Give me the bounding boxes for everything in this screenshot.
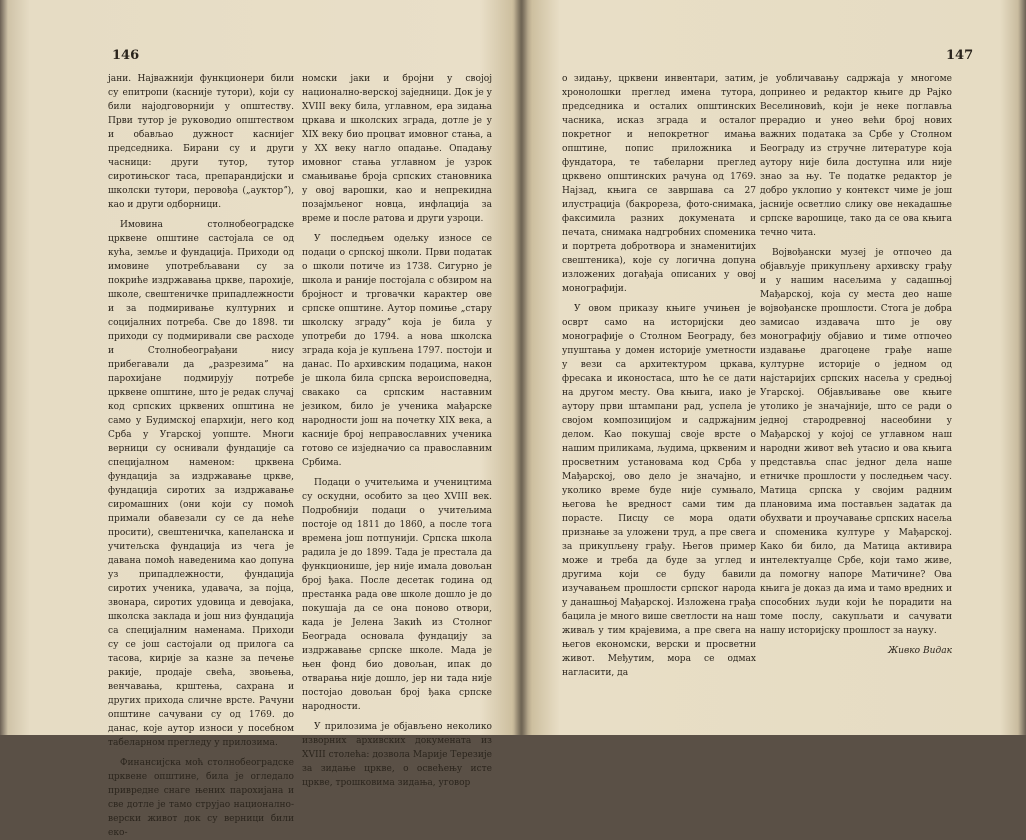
paragraph: Подаци о учитељима и учеництима су оскудни, особито за цео XVIII век. Подробнији подаци о учитељима постоје од 1811 до 1860, а после тога времена још потпунији. Српска школа радила је до 1899. Тада је престала да функционише, јер није имала довољан број ђака. После десетак година од престанка рада ове школе дошло је до покушаја да се она поново отвори, када је Јелена Закић из Столног Београда основала фундацију за издржавање српске школе. Мада је њен фонд био довољан, ипак до отварања није дошло, јер ни тада није постојао довољан број ђака српске народности.	[302, 478, 492, 712]
paragraph: Војвођански музеј је отпочео да објављује прикупљену архивску грађу и у нашим насељима у садашњој Мађарској, која су места део наше војвођанске прошлости. Стога је добра замисао издавача што је ову монографију објавио и тиме отпочео издавање драгоцене грађе наше културне историје о једном од најстаријих српских насеља у средњој Угарској. Објављивање ове књиге утолико је значајније, што се ради о једној стародревној насеобини у Мађарској у којој се углавном наш народни живот већ утасио и ова књига представља спас једног дела наше етничке прошлости у последњем часу. Матица српска у својим радним плановима има постављен задатак да обухвати и проучавање српских насеља и споменика културе у Мађарској. Како би било, да Матица активира интелектуалце Србе, који тамо живе, да помогну напоре Матичине? Ова књига је доказ да има и тамо вредних и способних људи који ће порадити на томе послу, сакупљати и сачувати нашу историјску прошлост за науку.	[760, 248, 952, 636]
paragraph: о зидању, црквени инвентари, затим, хронолошки преглед имена тутора, председника и осталих општинских часника, исказ зграда и осталог покретног и непокретног имања општине, попис приложника и фундатора, те табеларни преглед црквено општинских рачуна од 1769. Најзад, књига се завршава са 27 илустрација (бакрореза, фото-снимака, факсимила разних докумената и печата, снимака надгробних споменика и портрета добротвора и знаменитијих свештеника), које су логична допуна изложених догађаја описаних у овој монографији.	[562, 74, 756, 294]
right-column-1	[562, 72, 756, 678]
paragraph: номски јаки и бројни у својој национално-верској заједници. Док је у XVIII веку била, углавном, ера зидања цркава и школских зграда, дотле је у XIX веку био процват имовног стања, а у XX веку нагло опадање. Опадању имовног стања углавном је узрок смањивање броја српских становника у овој варошки, као и непрекидна позајмљеног новца, инфлација за време и после ратова и други узроци.	[302, 74, 492, 224]
paragraph: јани. Најважнији функционери били су епитропи (касније тутори), који су били најодговорнији у општеству. Први тутор је руководио општеством и обављао дужност каснијег председника. Бирани су и други часници: други тутор, тутор сиротињског тасa, препарандијски и школски тутори, перовођа („аукторˮ), као и други одборници.	[108, 74, 294, 210]
paragraph: У последњем одељку износе се подаци о српској школи. Први податак о школи потиче из 1738. Сигурно је школа и раније постојала с обзиром на бројност и трговачки карактер ове српске општине. Аутор помиње „стару школску зградуˮ која је била у употреби до 1794. а нова школска зграда која је купљена 1797. постоји и данас. По архивским подацима, након је школа била српска вероисповедна, свакако са српским наставним језиком, било је ученика мађарске народности још на почетку XIX века, а касније број непрaвославних ученика готово се изједначио са православним Србима.	[302, 234, 492, 468]
paragraph: У овом приказу књиге учињен је осврт само на историјски део монографије о Столном Београду, без упуштања у домен историје уметности у вези са архитектуром цркава, фресака и иконостаса, што ће се дати на другом месту. Ова књига, иако је аутору први штампани рад, успела је својом композицијом и садржајним делом. Као покушај своје врсте о нашим приликама, људима, црквеним и просветним установама код Срба у Мађарској, ово дело је значајно, и уколико време буде није сумњало, његова ће вредност сами тим да порасте. Писцу се мора одати признање за уложени труд, а пре свега за прикупљену грађу. Његов пример може и треба да буде за углед и другима који се буду бавили изучавањем прошлости српског народа у данашњој Мађарској. Изложена грађа бацила је много више светлости на наш живаљ у тим крајевима, а пре свега на његов економски, верски и просветни живот. Међутим, мора се одмах нагласити, да	[562, 304, 756, 678]
page-number-left: 146	[112, 48, 140, 63]
page-number-right: 147	[946, 48, 974, 63]
paragraph: У прилозима је објављено неколико изворних архивских докумената из XVIII столећа: дозвола Марије Терезије за зидање цркве, о освећењу исте цркве, трошковима зидања, уговор	[302, 722, 493, 788]
paragraph: је уобличавању садржаја у многоме допринео и редактор књиге др Рајко Веселиновић, који је неке поглавља прерадио и унео већи број нових важних података за Србе у Столном Београду из стручне литературе која аутору није била доступна или није знао за њу. Те податке редактор је добро уклопио у контекст чиме је још јасније осветлио слику ове некадашње српске варошице, тако да се ова књига течно чита.	[760, 74, 952, 238]
right-page	[522, 0, 1026, 735]
right-column-2	[760, 72, 952, 662]
paragraph: Финансијска моћ столнобеоградске црквене општине, била је огледало привредне снаге њених парохијана и све дотле је тамо струјао национално-верски живот док су верници били еко-	[108, 758, 294, 838]
author-signature: Живко Видак	[888, 646, 952, 656]
left-column-2	[302, 72, 493, 788]
paragraph: Имовина столнобеоградске црквене општине састојала се од кућа, земље и фундација. Приходи од имовине употребљавани су за покриће издржавања цркве, парохије, школе, свештеничке припадлежности и за подмиривање културних и социјалних потреба. Све до 1898. ти приходи су подмиривали све расходе и Столнобеограђани нису прибегавали да „разрезимаˮ на парохијане подмирују потребе црквене општине, што је редак случај код српских црквених општина не само у Будимској епархији, него код Срба у Угарској уопште. Многи верници су оснивали фундације са специјалном наменом: црквена фундација за издржавање цркве, фундација сиротих за издржавање сиромашних (они који су помоћ примали обавезали су се да неће просити), свештеничка, капеланска и учитељска фундација из чега је давана помоћ наведенима као допуна уз припадлежности, фундација сиротих ученика, удавача, за појца, звонара, сиротих удовица и девојака, школска заклада и још низ фундација са специјалним наменама. Приходи су се још састојали од прилога са тасова, кирије за казне за печење ракије, продаје свећа, звоњења, венчавања, крштења, сахрана и других прихода сличне врсте. Рачуни општине сачувани су од 1769. до данас, које аутор износи у посебном табеларном прегледу у прилозима.	[108, 220, 294, 748]
left-column-1	[108, 72, 294, 838]
